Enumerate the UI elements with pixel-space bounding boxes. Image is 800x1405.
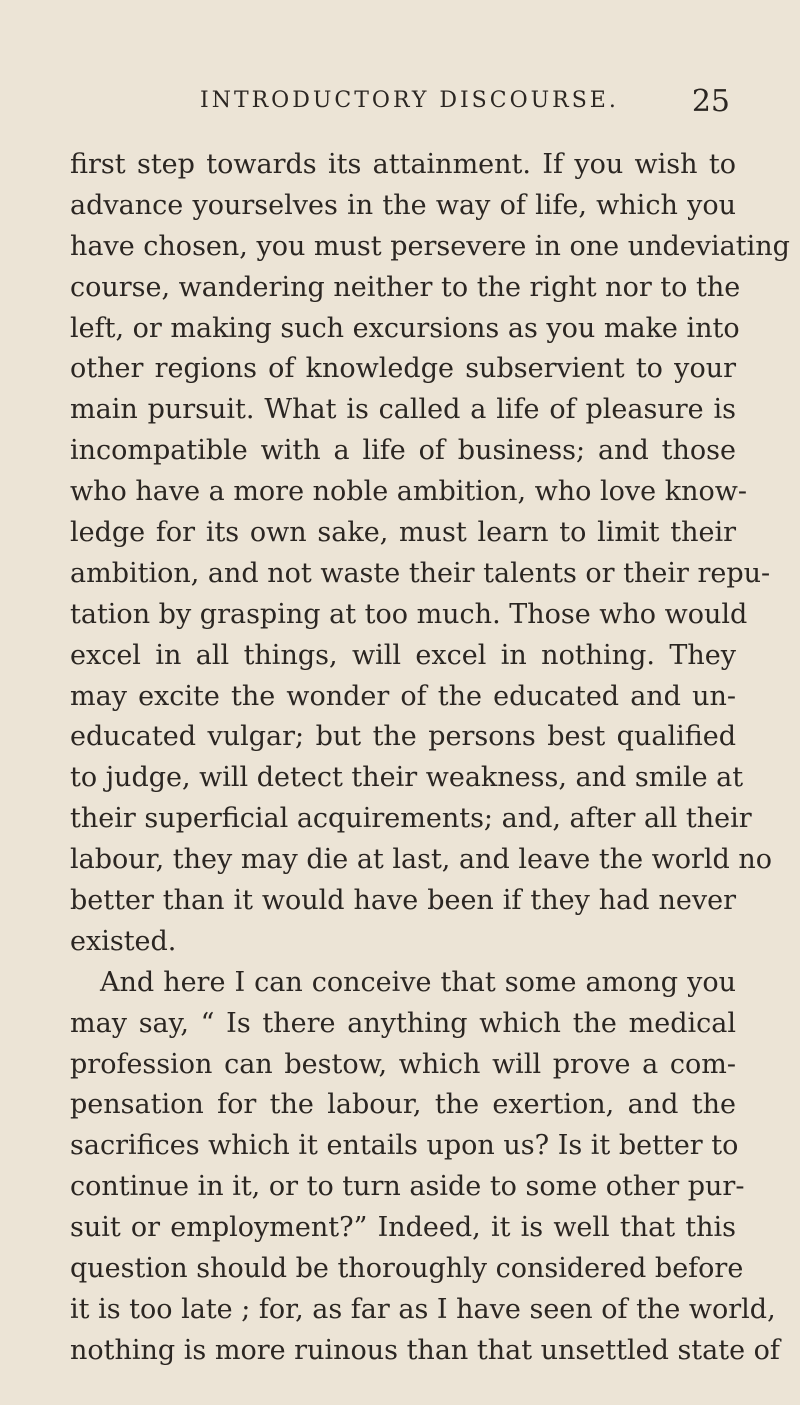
text-line: better than it would have been if they had never <box>70 885 736 917</box>
text-line: continue in it, or to turn aside to some other pur- <box>70 1171 745 1203</box>
running-title: INTRODUCTORY DISCOURSE. <box>200 88 619 113</box>
text-line: have chosen, you must persevere in one undeviating <box>70 230 790 262</box>
text-line: suit or employment?” Indeed, it is well that this <box>70 1212 736 1244</box>
text-line: advance yourselves in the way of life, which you <box>70 189 736 221</box>
text-line: ambition, and not waste their talents or their repu- <box>70 557 771 589</box>
text-line: it is too late ; for, as far as I have seen of the world, <box>70 1293 776 1325</box>
text-line: other regions of knowledge subservient to your <box>70 353 736 385</box>
page-number: 25 <box>691 84 730 119</box>
text-line: sacrifices which it entails upon us? Is it better to <box>70 1130 739 1162</box>
text-line: profession can bestow, which will prove a com- <box>70 1048 736 1080</box>
text-line: tation by grasping at too much. Those who would <box>70 598 748 630</box>
text-line: their superficial acquirements; and, after all their <box>70 803 752 835</box>
text-line: nothing is more ruinous than that unsettled state of <box>70 1334 780 1366</box>
paragraph-start-line: And here I can conceive that some among you <box>100 966 736 998</box>
body-text <box>70 145 790 1372</box>
text-line: first step towards its attainment. If you wish to <box>70 149 736 180</box>
text-line: labour, they may die at last, and leave the world no <box>70 844 773 876</box>
text-line: educated vulgar; but the persons best qualified <box>70 721 736 753</box>
text-line: to judge, will detect their weakness, and smile at <box>70 762 744 794</box>
text-line: left, or making such excursions as you make into <box>70 312 740 344</box>
running-head <box>70 84 730 119</box>
text-line: excel in all things, will excel in nothing. They <box>70 639 736 671</box>
text-line: incompatible with a life of business; and those <box>70 435 736 467</box>
text-line: course, wandering neither to the right nor to the <box>70 271 741 303</box>
text-line: pensation for the labour, the exertion, and the <box>70 1089 736 1121</box>
text-line: ledge for its own sake, must learn to limit their <box>70 517 736 549</box>
text-line: may say, “ Is there anything which the medical <box>70 1007 736 1039</box>
text-line: main pursuit. What is called a life of pleasure is <box>70 394 736 426</box>
text-line: may excite the wonder of the educated and un- <box>70 680 736 712</box>
text-line: question should be thoroughly considered before <box>70 1253 744 1285</box>
text-line: who have a more noble ambition, who love know- <box>70 476 747 508</box>
paragraph-end-line: existed. <box>70 925 177 957</box>
